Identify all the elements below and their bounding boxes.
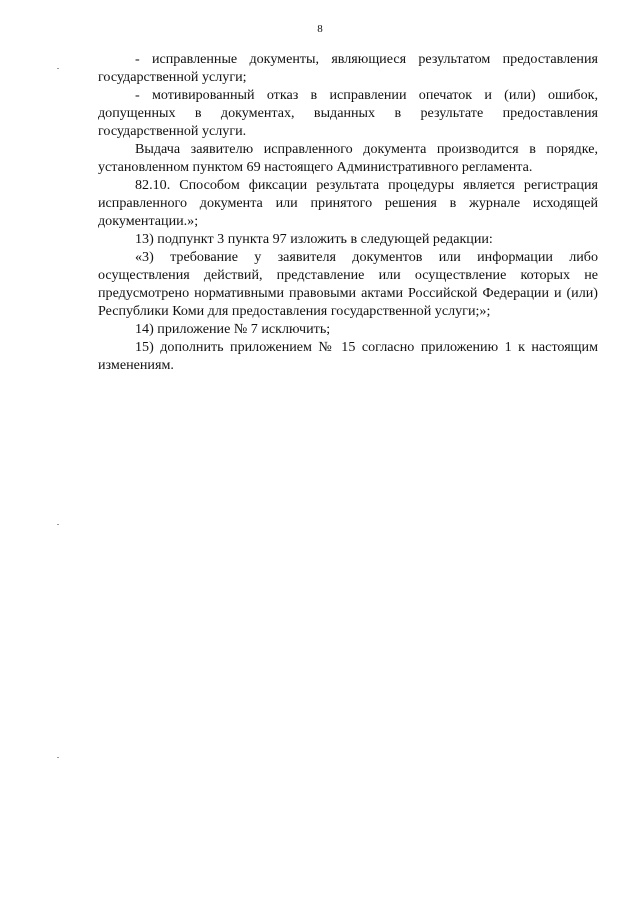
paragraph-82-10: 82.10. Способом фиксации результата процедуры является регистрация исправленного документа или принятого решения в журнале исходящей документации.»; [98,177,598,229]
paragraph-requirement-3: «3) требование у заявителя документов или информации либо осуществления действий, представление или осуществление которых не предусмотрено нормативными правовыми актами Российской Федерации и (или) Республики Коми для предоставления государственной услуги;»; [98,249,598,319]
paragraph-refusal: - мотивированный отказ в исправлении опечаток и (или) ошибок, допущенных в документах, выданных в результате предоставления государственной услуги. [98,87,598,139]
paragraph-item-15: 15) дополнить приложением № 15 согласно приложению 1 к настоящим изменениям. [98,339,598,373]
document-body [98,50,598,374]
paragraph-item-13: 13) подпункт 3 пункта 97 изложить в следующей редакции: [135,231,493,247]
page-number: 8 [317,23,323,35]
scan-margin-mark [57,524,59,525]
paragraph-item-14: 14) приложение № 7 исключить; [135,321,331,337]
paragraph-corrected-documents: - исправленные документы, являющиеся результатом предоставления государственной услуги; [98,51,598,85]
scan-margin-mark [57,68,59,69]
scan-margin-mark [57,757,59,758]
paragraph-issuance: Выдача заявителю исправленного документа производится в порядке, установленном пунктом 69 настоящего Административного регламента. [98,141,598,175]
